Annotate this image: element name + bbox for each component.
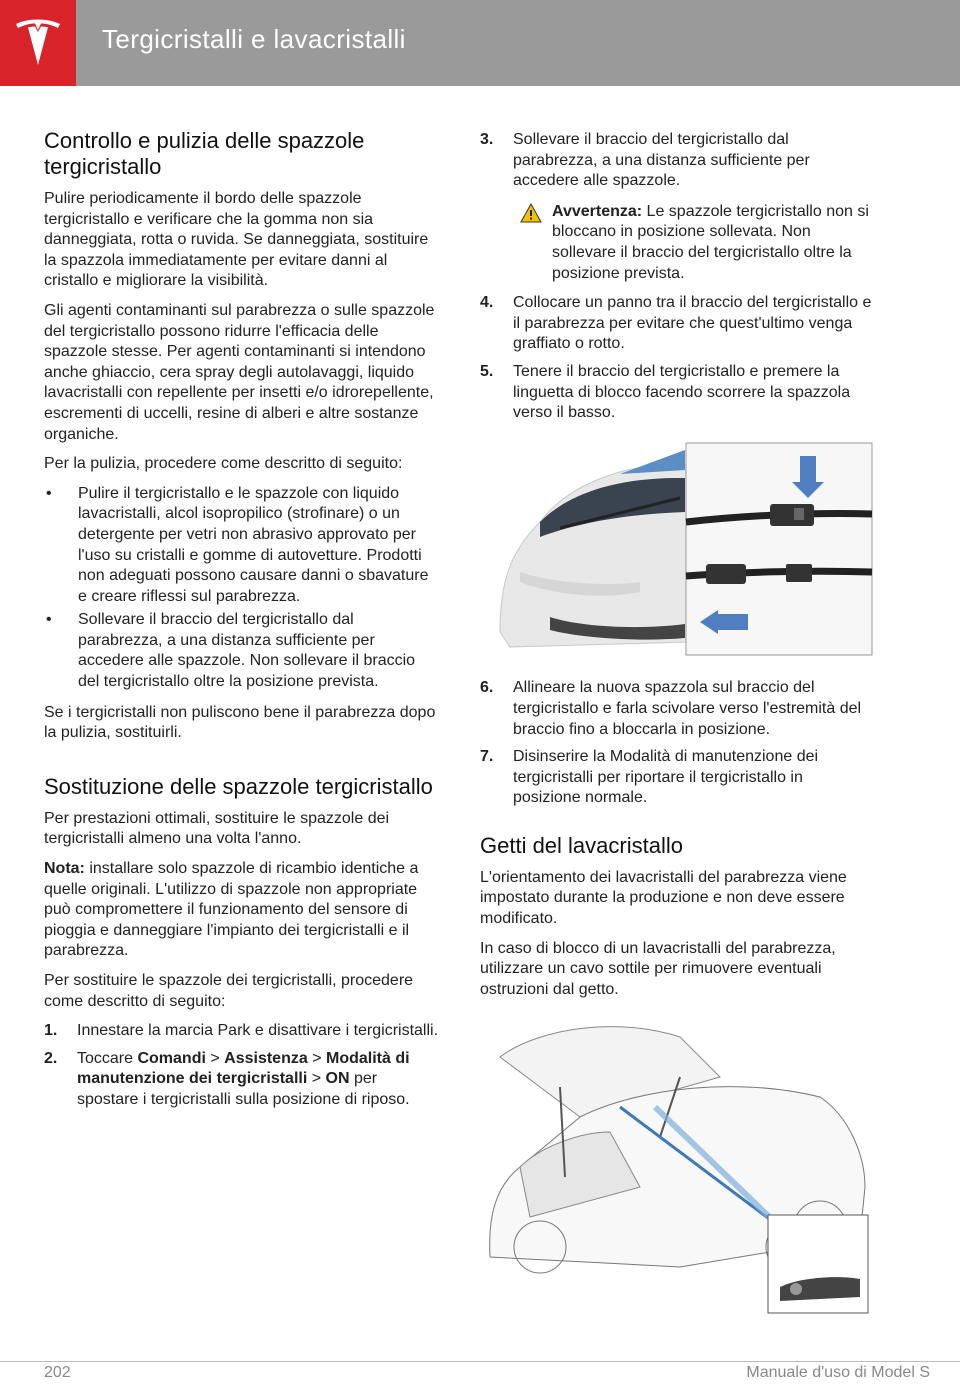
left-column bbox=[44, 128, 440, 1121]
paragraph: Gli agenti contaminanti sul parabrezza o sulle spazzole del tergicristallo possono ridurre l'efficacia delle spazzole stesse. Per agenti contaminanti si intendono anche ghiaccio, cera spray degli autolavaggi, liquido lavacristalli con repellente per insetti e/o idrorepellente, escrementi di uccelli, resine di alberi e altre sostanze organiche. bbox=[44, 301, 435, 443]
step-text: Tenere il braccio del tergicristallo e premere la linguetta di blocco facendo scorrere la spazzola verso il basso. bbox=[513, 362, 851, 422]
step-text: Toccare bbox=[77, 1049, 138, 1067]
step-number: 5. bbox=[480, 362, 494, 380]
warning-box bbox=[480, 202, 874, 284]
warning-triangle-icon bbox=[520, 203, 542, 223]
paragraph: In caso di blocco di un lavacristalli del parabrezza, utilizzare un cavo sottile per rimuovere eventuali ostruzioni dal getto. bbox=[480, 939, 836, 998]
paragraph: L'orientamento dei lavacristalli del parabrezza viene impostato durante la produzione e non deve essere modificato. bbox=[480, 868, 847, 928]
section-heading-washer-jets: Getti del lavacristallo bbox=[480, 832, 683, 858]
menu-path-wiper-mode: Modalità di manutenzione dei tergicristalli bbox=[77, 1049, 410, 1088]
footer-divider bbox=[0, 1361, 960, 1362]
section-heading-replacement: Sostituzione delle spazzole tergicristallo bbox=[44, 773, 433, 799]
paragraph: Se i tergicristalli non puliscono bene il parabrezza dopo la pulizia, sostituirli. bbox=[44, 703, 436, 742]
section-heading-cleaning: Controllo e pulizia delle spazzole tergicristallo bbox=[44, 128, 365, 179]
menu-path-comandi: Comandi bbox=[137, 1049, 206, 1067]
page-header bbox=[0, 0, 960, 86]
step-text: per spostare i tergicristalli sulla posizione di riposo. bbox=[77, 1070, 410, 1108]
step-number: 2. bbox=[44, 1049, 58, 1067]
menu-path-on: ON bbox=[325, 1070, 350, 1088]
paragraph: Pulire periodicamente il bordo delle spazzole tergicristallo e verificare che la gomma non sia danneggiata, rotta o ruvida. Se danneggiata, sostituire la spazzola immediatamente per evitare danni al cristallo e migliorare la visibilità. bbox=[44, 190, 429, 290]
step-item bbox=[480, 747, 874, 809]
menu-separator: > bbox=[205, 1049, 225, 1067]
warning-text: Le spazzole tergicristallo non si bloccano in posizione sollevata. Non sollevare il braccio del tergicristallo oltre la posizione prevista. bbox=[552, 202, 869, 282]
step-item bbox=[44, 1049, 440, 1111]
replacement-steps-final bbox=[480, 678, 874, 809]
step-item bbox=[480, 293, 874, 355]
page-number: 202 bbox=[44, 1364, 71, 1381]
step-number: 6. bbox=[480, 679, 494, 697]
step-item bbox=[480, 362, 874, 424]
manual-name: Manuale d'uso di Model S bbox=[746, 1364, 930, 1381]
replacement-steps bbox=[44, 1021, 440, 1110]
replacement-steps-continued bbox=[480, 293, 874, 424]
step-text: Allineare la nuova spazzola sul braccio del tergicristallo e farla scivolare verso l'estremità del braccio fino a bloccarla in posizione. bbox=[513, 679, 862, 738]
list-item: • Sollevare il braccio del tergicristallo dal parabrezza, a una distanza sufficiente per accedere alle spazzole. Non sollevare il braccio del tergicristallo oltre la posizione prevista. bbox=[44, 610, 440, 692]
step-item bbox=[480, 130, 874, 192]
wiper-replacement-illustration bbox=[480, 442, 874, 658]
menu-path-assistenza: Assistenza bbox=[224, 1049, 308, 1067]
right-column bbox=[480, 130, 874, 1338]
note bbox=[44, 859, 440, 962]
step-item bbox=[44, 1021, 440, 1042]
menu-separator: > bbox=[307, 1070, 326, 1088]
list-item: • Pulire il tergicristallo e le spazzole con liquido lavacristalli, alcol isopropilico (strofinare) o un detergente per vetri non abrasivo approvato per l'uso su cristalli e gomme di autovetture. Prodotti non adeguati possono causare danni o sbavature e creare riflessi sul parabrezza. bbox=[44, 484, 440, 608]
paragraph: Per sostituire le spazzole dei tergicristalli, procedere come descritto di seguito: bbox=[44, 972, 414, 1010]
step-number: 3. bbox=[480, 131, 494, 148]
step-text: Disinserire la Modalità di manutenzione dei tergicristalli per riportare il tergicristallo in posizione normale. bbox=[513, 748, 819, 807]
paragraph: Per la pulizia, procedere come descritto di seguito: bbox=[44, 455, 403, 473]
warning-label: Avvertenza: bbox=[552, 202, 643, 220]
note-label: Nota: bbox=[44, 860, 85, 878]
step-number: 4. bbox=[480, 294, 494, 312]
menu-separator: > bbox=[307, 1049, 326, 1067]
tesla-logo-icon bbox=[14, 18, 62, 68]
washer-jet-illustration bbox=[480, 1017, 874, 1317]
replacement-steps-continued bbox=[480, 130, 874, 192]
step-text: Innestare la marcia Park e disattivare i tergicristalli. bbox=[77, 1022, 439, 1040]
step-text: Collocare un panno tra il braccio del tergicristallo e il parabrezza per evitare che quest'ultimo venga graffiato o rotto. bbox=[513, 294, 872, 353]
brand-logo bbox=[0, 0, 76, 86]
paragraph: Per prestazioni ottimali, sostituire le spazzole dei tergicristalli almeno una volta l'anno. bbox=[44, 809, 390, 848]
step-item bbox=[480, 678, 874, 740]
step-text: Sollevare il braccio del tergicristallo dal parabrezza, a una distanza sufficiente per accedere alle spazzole. bbox=[513, 131, 810, 190]
step-number: 1. bbox=[44, 1022, 58, 1040]
cleaning-list bbox=[44, 484, 440, 693]
page-title: Tergicristalli e lavacristalli bbox=[102, 24, 406, 54]
note-text: installare solo spazzole di ricambio identiche a quelle originali. L'utilizzo di spazzole non appropriate può compromettere il funzionamento del sensore di pioggia e danneggiare l'impianto dei tergicristalli e il parabrezza. bbox=[44, 860, 419, 960]
step-number: 7. bbox=[480, 748, 494, 766]
